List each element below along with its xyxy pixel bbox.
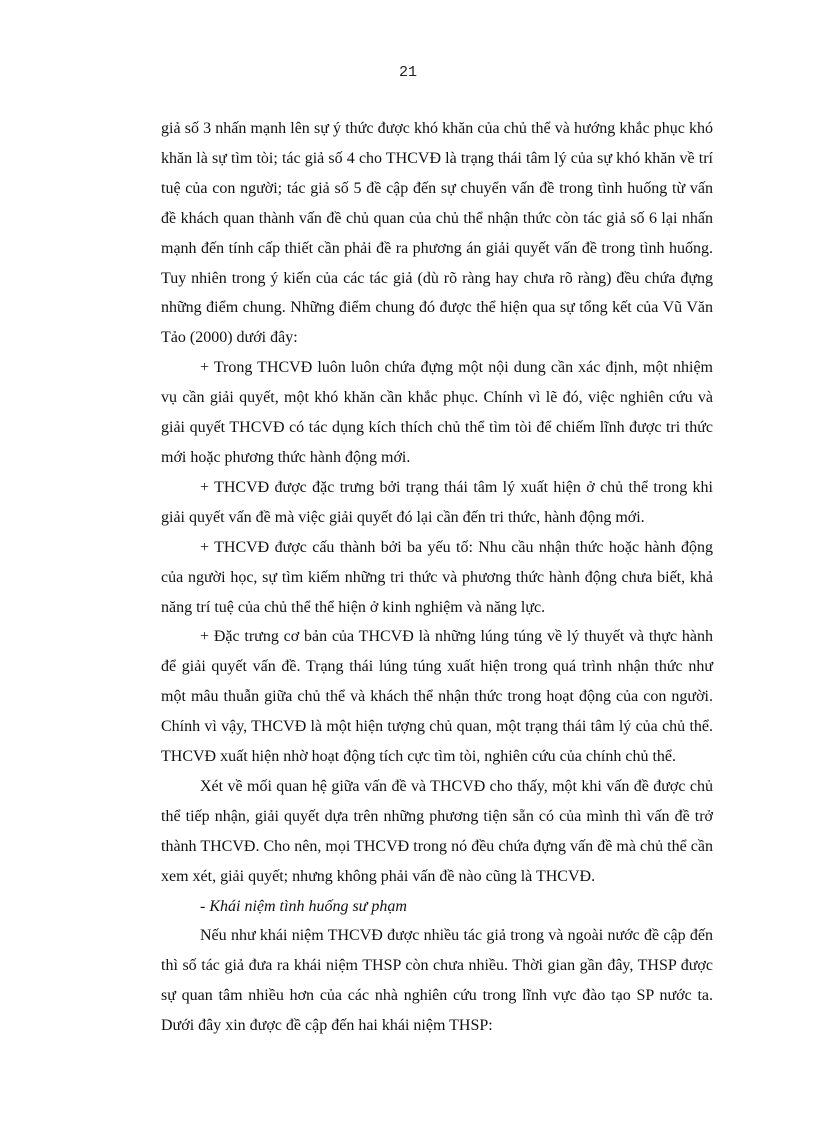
paragraph-relation: Xét về mối quan hệ giữa vấn đề và THCVĐ cho thấy, một khi vấn đề được chủ thể tiếp nhận, giải quyết dựa trên những phương tiện sẵn có của mình thì vấn đề trở thành THCVĐ. Cho nên, mọi THCVĐ trong nó đều chứa đựng vấn đề mà chủ thể cần xem xét, giải quyết; nhưng không phải vấn đề nào cũng là THCVĐ. xyxy=(161,777,713,885)
bullet-point-4: + Đặc trưng cơ bản của THCVĐ là những lúng túng về lý thuyết và thực hành để giải quyết vấn đề. Trạng thái lúng túng xuất hiện trong quá trình nhận thức như một mâu thuẫn giữa chủ thể và khách thể nhận thức trong hoạt động của con người. Chính vì vậy, THCVĐ là một hiện tượng chủ quan, một trạng thái tâm lý của chủ thể. THCVĐ xuất hiện nhờ hoạt động tích cực tìm tòi, nghiên cứu của chính chủ thể. xyxy=(161,628,713,766)
bullet-point-3: + THCVĐ được cấu thành bởi ba yếu tố: Nhu cầu nhận thức hoặc hành động của người học, sự tìm kiếm những tri thức và phương thức hành động chưa biết, khả năng trí tuệ của chủ thể thể hiện ở kinh nghiệm và năng lực. xyxy=(161,538,713,616)
section-heading: - Khái niệm tình huống sư phạm xyxy=(200,897,407,915)
bullet-point-2: + THCVĐ được đặc trưng bởi trạng thái tâm lý xuất hiện ở chủ thể trong khi giải quyết vấn đề mà việc giải quyết đó lại cần đến tri thức, hành động mới. xyxy=(161,478,713,526)
paragraph-continuation: giả số 3 nhấn mạnh lên sự ý thức được khó khăn của chủ thể và hướng khắc phục khó khăn là sự tìm tòi; tác giả số 4 cho THCVĐ là trạng thái tâm lý của sự khó khăn về trí tuệ của con người; tác giả số 5 đề cập đến sự chuyển vấn đề trong tình huống từ vấn đề khách quan thành vấn đề chủ quan của chủ thể nhận thức còn tác giả số 6 lại nhấn mạnh đến tính cấp thiết cần phải đề ra phương án giải quyết vấn đề trong tình huống. Tuy nhiên trong ý kiến của các tác giả (dù rõ ràng hay chưa rõ ràng) đều chứa đựng những điểm chung. Những điểm chung đó được thể hiện qua sự tổng kết của Vũ Văn Tảo (2000) dưới đây: xyxy=(161,120,713,347)
page-number: 21 xyxy=(398,64,417,81)
bullet-point-1: + Trong THCVĐ luôn luôn chứa đựng một nội dung cần xác định, một nhiệm vụ cần giải quyết, một khó khăn cần khắc phục. Chính vì lẽ đó, việc nghiên cứu và giải quyết THCVĐ có tác dụng kích thích chủ thể tìm tòi để chiếm lĩnh được tri thức mới hoặc phương thức hành động mới. xyxy=(161,359,713,466)
paragraph-thsp: Nếu như khái niệm THCVĐ được nhiều tác giả trong và ngoài nước đề cập đến thì số tác giả đưa ra khái niệm THSP còn chưa nhiều. Thời gian gần đây, THSP được sự quan tâm nhiều hơn của các nhà nghiên cứu trong lĩnh vực đào tạo SP nước ta. Dưới đây xin được đề cập đến hai khái niệm THSP: xyxy=(161,927,713,1035)
body-text xyxy=(161,114,713,1041)
